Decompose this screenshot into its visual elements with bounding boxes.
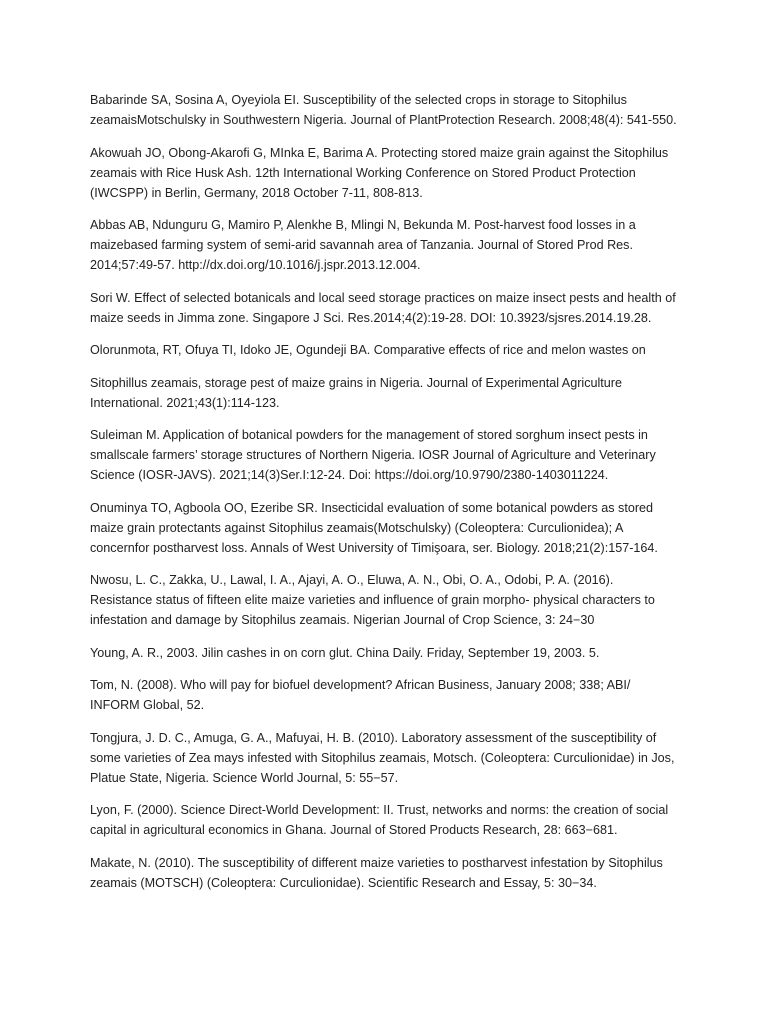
reference-entry: Olorunmota, RT, Ofuya TI, Idoko JE, Ogundeji BA. Comparative effects of rice and melon wastes on bbox=[90, 343, 646, 357]
reference-entry: Suleiman M. Application of botanical powders for the management of stored sorghum insect pests in smallscale farmers’ storage structures of Northern Nigeria. IOSR Journal of Agriculture and Veterinary Science (IOSR-JAVS). 2021;14(3)Ser.I:12-24. Doi: https://doi.org/10.9790/2380-1403011224. bbox=[90, 428, 656, 482]
reference-entry: Onuminya TO, Agboola OO, Ezeribe SR. Insecticidal evaluation of some botanical powders as stored maize grain protectants against Sitophilus zeamais(Motschulsky) (Coleoptera: Curculionidea); A concernfor postharvest loss. Annals of West University of Timişoara, ser. Biology. 2018;21(2):157-164. bbox=[90, 500, 658, 555]
reference-entry: Abbas AB, Ndunguru G, Mamiro P, Alenkhe B, Mlingi N, Bekunda M. Post-harvest food losses in a maizebased farming system of semi-arid savannah area of Tanzania. Journal of Stored Prod Res. 2014;57:49-57. http://dx.doi.org/10.1016/j.jspr.2013.12.004. bbox=[90, 218, 636, 272]
reference-entry: Sitophillus zeamais, storage pest of maize grains in Nigeria. Journal of Experimental Agriculture International. 2021;43(1):114-123. bbox=[90, 375, 622, 410]
reference-list bbox=[90, 90, 678, 893]
reference-entry: Akowuah JO, Obong-Akarofi G, MInka E, Barima A. Protecting stored maize grain against the Sitophilus zeamais with Rice Husk Ash. 12th International Working Conference on Stored Product Protection (IWCSPP) in Berlin, Germany, 2018 October 7-11, 808-813. bbox=[90, 145, 669, 200]
reference-entry: Makate, N. (2010). The susceptibility of different maize varieties to postharvest infestation by Sitophilus zeamais (MOTSCH) (Coleoptera: Curculionidae). Scientific Research and Essay, 5: 30−34. bbox=[90, 855, 663, 890]
reference-entry: Tom, N. (2008). Who will pay for biofuel development? African Business, January 2008; 338; ABI/ INFORM Global, 52. bbox=[90, 678, 631, 712]
reference-entry: Sori W. Effect of selected botanicals and local seed storage practices on maize insect pests and health of maize seeds in Jimma zone. Singapore J Sci. Res.2014;4(2):19-28. DOI: 10.3923/sjsres.2014.19.28. bbox=[90, 290, 676, 325]
reference-entry: Babarinde SA, Sosina A, Oyeyiola EI. Susceptibility of the selected crops in storage to Sitophilus zeamaisMotschulsky in Southwestern Nigeria. Journal of PlantProtection Research. 2008;48(4): 541-550. bbox=[90, 93, 677, 127]
reference-entry: Lyon, F. (2000). Science Direct-World Development: II. Trust, networks and norms: the creation of social capital in agricultural economics in Ghana. Journal of Stored Products Research, 28: 663−681. bbox=[90, 803, 669, 837]
reference-entry: Nwosu, L. C., Zakka, U., Lawal, I. A., Ajayi, A. O., Eluwa, A. N., Obi, O. A., Odobi, P. A. (2016). Resistance status of fifteen elite maize varieties and influence of grain morpho- physical characters to infestation and damage by Sitophilus zeamais. Nigerian Journal of Crop Science, 3: 24−30 bbox=[90, 573, 655, 627]
reference-entry: Tongjura, J. D. C., Amuga, G. A., Mafuyai, H. B. (2010). Laboratory assessment of the susceptibility of some varieties of Zea mays infested with Sitophilus zeamais, Motsch. (Coleoptera: Curculionidae) in Jos, Platue State, Nigeria. Science World Journal, 5: 55−57. bbox=[90, 730, 675, 785]
reference-entry: Young, A. R., 2003. Jilin cashes in on corn glut. China Daily. Friday, September 19, 2003. 5. bbox=[90, 645, 600, 660]
